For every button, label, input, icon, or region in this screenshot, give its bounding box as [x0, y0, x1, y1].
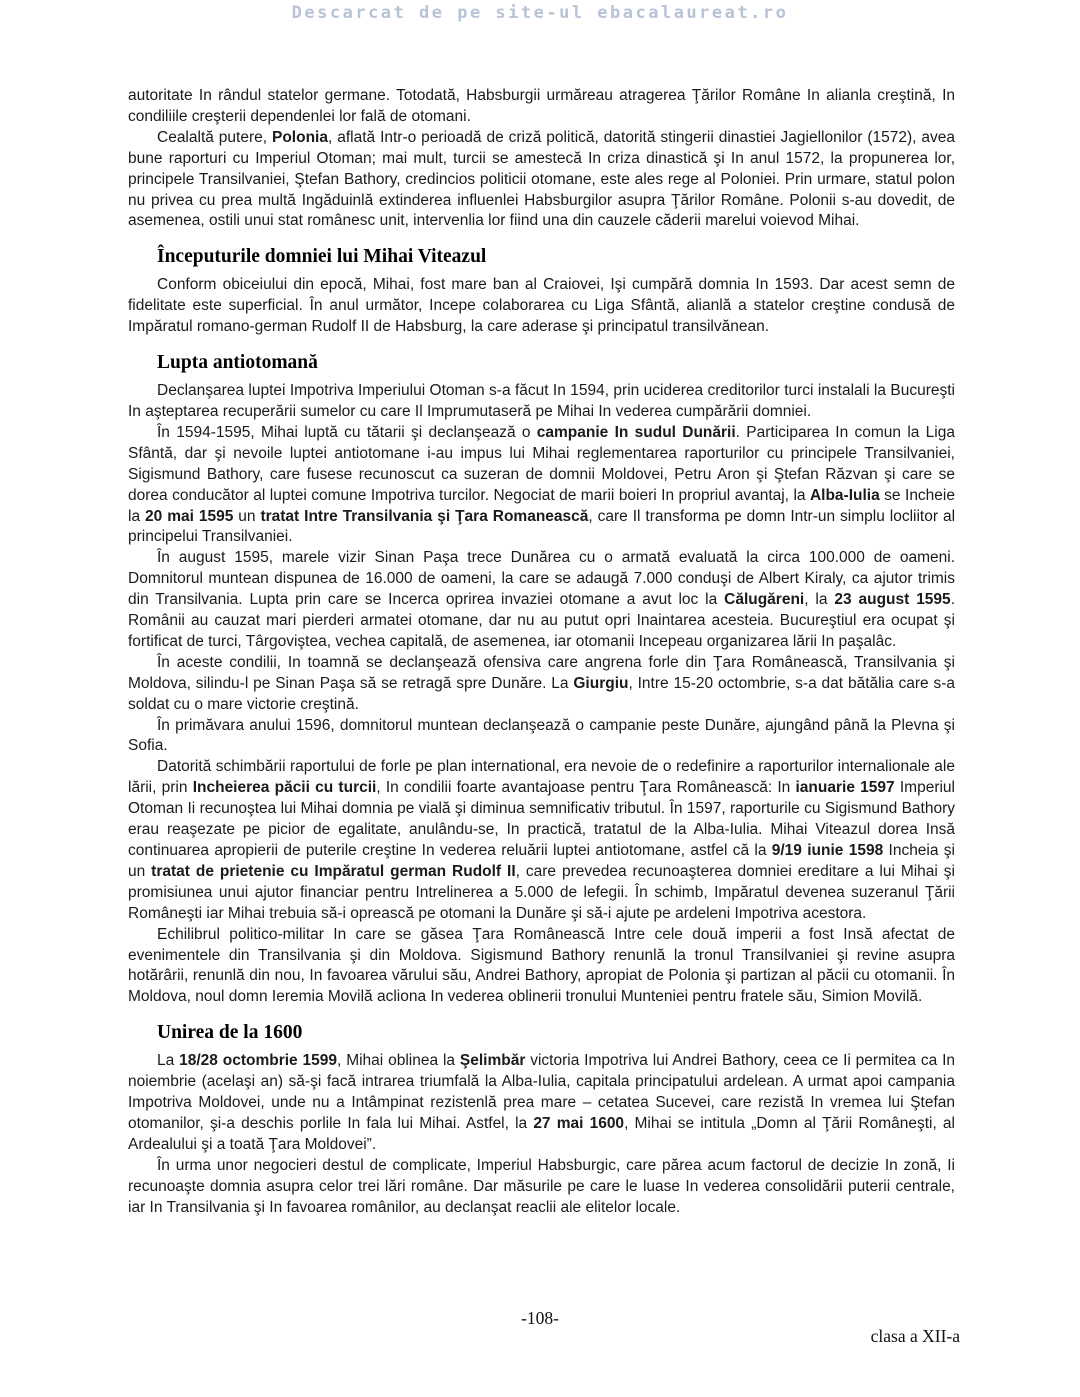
text-run: Datorită schimbării raportului de forle pe plan international, era nevoie de o redefinire a raporturilor internalionale ale lării, prin — [128, 758, 955, 797]
text-run: La — [157, 1052, 180, 1070]
bold-text-run: 27 mai 1600 — [533, 1114, 625, 1132]
text-run: Începuturile domniei lui Mihai Viteazul — [157, 246, 487, 268]
text-run: , Intre 15-20 octombrie, s-a dat bătălia care s-a soldat cu o mare victorie creştină. — [128, 674, 956, 713]
paragraph — [128, 757, 955, 924]
text-run: Incheia şi un — [128, 842, 955, 880]
bold-text-run: Incheierea păcii cu turcii — [192, 779, 377, 797]
watermark-text: Descarcat de pe site-ul ebacalaureat.ro — [291, 3, 789, 23]
text-run: În 1594-1595, Mihai luptă cu tătarii şi declanşează o — [157, 423, 537, 441]
text-run: , Mihai se intitula „Domn al Ţării Româneşti, al Ardealului şi a toată Ţara Moldovei”. — [128, 1114, 955, 1153]
bold-text-run: Polonia — [272, 128, 328, 146]
page-number: -108- — [521, 1308, 559, 1328]
paragraph — [128, 128, 955, 233]
page-content — [128, 86, 955, 1219]
text-run: . Românii au cauzat mari pierderi armatei otomane, dar nu au putut opri Inaintarea acesteia. Bucureştiul era ocupat şi fortificat de turci, Târgoviştea, vechea capitală, de asemenea, iar otomanii Incepeau organizarea lării In paşalâc. — [128, 591, 955, 650]
text-run: . Participarea In comun la Liga Sfântă, dar şi nevoile luptei antiotomane i-au impus lui Mihai reglementarea raporturilor cu principele Transilvaniei, Sigismund Bathory, care fusese recunoscut ca suzeran de domnii Moldovei, Petru Aron şi Ştefan Răzvan şi care se dorea conducător al luptei comune Impotriva turcilor. Negociat de marii boieri In propriul avantaj, la — [128, 423, 955, 504]
text-run: Declanşarea luptei Impotriva Imperiului Otoman s-a făcut In 1594, prin uciderea creditorilor turci instalali la Bucureşti In aşteptarea recuperării sumelor cu care Il Imprumutaseră pe Mihai In vederea cumpărării domniei. — [128, 382, 955, 420]
bold-text-run: tratat de prietenie cu Impăratul german Rudolf II — [151, 862, 516, 880]
paragraph — [128, 548, 955, 653]
text-run: autoritate In rândul statelor germane. Totodată, Habsburgii urmăreau atragerea Ţărilor Române In alianla creştină, In condiliile creşterii dependenlei lor fală de otomani. — [128, 87, 955, 125]
text-run: Conform obiceiului din epocă, Mihai, fost mare ban al Craiovei, Işi cumpără domnia In 1593. Dar acest semn de fidelitate este superficial. În anul următor, Incepe colaborarea cu Liga Sfântă, alianlă a statelor creştine condusă de Impăratul romano-german Rudolf II de Habsburg, la care aderase şi principatul transilvănean. — [128, 276, 955, 336]
bold-text-run: 18/28 octombrie 1599 — [179, 1052, 338, 1070]
text-run: Imperiul Otoman Ii recunoştea lui Mihai domnia pe vială şi diminua semnificativ tributul. În 1597, raporturile cu Sigismund Bathory erau reaşezate pe picior de egalitate, anulându-se, In practică, tratatul de la Alba-Iulia. Mihai Viteazul dorea Insă continuarea apropierii de puterile creştine In vederea reluării luptei antiotomane, astfel că la — [128, 779, 955, 859]
bold-text-run: Giurgiu — [573, 674, 629, 692]
bold-text-run: Alba-Iulia — [809, 486, 880, 504]
paragraph — [128, 716, 955, 758]
text-run: , Mihai oblinea la — [337, 1052, 460, 1070]
text-run: În primăvara anului 1596, domnitorul muntean declanşează o campanie peste Dunăre, ajungând până la Plevna şi Sofia. — [128, 716, 955, 755]
text-run: , la — [804, 591, 835, 609]
bold-text-run: Călugăreni — [724, 591, 805, 609]
paragraph — [128, 653, 955, 716]
bold-text-run: 9/19 iunie 1598 — [771, 842, 884, 859]
text-run: Echilibrul politico-militar In care se găsea Ţara Românească Intre cele două imperii a fost Insă afectat de evenimentele din Transilvania şi din Moldova. Sigismund Bathory renunlă la tronul Transilvaniei şi revine asupra hotărârii, renunlă din nou, In favoarea vărului său, Andrei Bathory, apropiat de Polonia şi partizan al păcii cu otomanii. În Moldova, noul domn Ieremia Movilă acliona In vederea oblinerii tronului Munteniei pentru fratele său, Simion Movilă. — [128, 925, 955, 1006]
text-run: Lupta antiotomană — [157, 352, 318, 374]
class-label: clasa a XII-a — [870, 1326, 960, 1346]
paragraph — [128, 925, 955, 1009]
bold-text-run: tratat Intre Transilvania şi Ţara Romanească — [260, 507, 589, 525]
section-heading — [157, 351, 955, 375]
paragraph — [128, 1156, 955, 1219]
text-run: , care Il transforma pe domn Intr-un simplu locliitor al principelui Transilvaniei. — [128, 507, 956, 546]
bold-text-run: campanie In sudul Dunării — [536, 423, 736, 441]
text-run: victoria Impotriva lui Andrei Bathory, ceea ce Ii permitea ca In noiembrie (acelaşi an) să-şi facă intrarea triumfală la Alba-Iulia, capitala principatului ardelean. A urmat apoi campania Impotriva Moldovei, unde nu a Intâmpinat rezistenlă prea mare – cetatea Sucevei, care rezistă In vremea lui Ştefan otomanilor, şi-a deschis porlile In fala lui Mihai. Astfel, la — [128, 1052, 956, 1132]
text-run: , In condilii foarte avantajoase pentru Ţara Românească: In — [376, 779, 796, 797]
text-run: În august 1595, marele vizir Sinan Paşa trece Dunărea cu o armată evaluată la circa 100.000 de oameni. Domnitorul muntean dispunea de 16.000 de oameni, la care se adaugă 7.000 conduşi de Albert Kiraly, ca ajutor trimis din Transilvania. Lupta prin care se Incerca oprirea invaziei otomane a avut loc la — [128, 549, 955, 609]
section-heading — [157, 1021, 955, 1045]
paragraph — [128, 381, 955, 423]
text-run: Unirea de la 1600 — [157, 1022, 303, 1044]
bold-text-run: ianuarie 1597 — [795, 779, 895, 797]
bold-text-run: 23 august 1595 — [834, 591, 951, 609]
paragraph — [128, 86, 955, 128]
section-heading — [157, 245, 955, 269]
bold-text-run: 20 mai 1595 — [145, 507, 234, 525]
text-run: , aflată Intr-o perioadă de criză politică, datorită stingerii dinastiei Jagiellonilor (1572), avea bune raporturi cu Imperiul Otoman; mai mult, turcii se amestecă In criza dinastică şi In anul 1572, la propunerea lor, principele Transilvaniei, Ştefan Bathory, credincios politicii otomane, este ales rege al Poloniei. Prin urmare, statul polon nu privea cu prea multă Ingăduinlă extinderea influenlei Habsburgilor asupra Ţărilor Române. Polonii s-au dovedit, de asemenea, ostili unui stat românesc unit, intervenlia lor fiind una din cauzele căderii marelui voievod Mihai. — [128, 128, 955, 230]
text-run: În aceste condilii, In toamnă se declanşează ofensiva care angrena forle din Ţara Românească, Transilvania şi Moldova, silindu-l pe Sinan Paşa să se retragă spre Dunăre. La — [128, 653, 955, 692]
paragraph — [128, 423, 955, 548]
paragraph — [128, 1051, 955, 1156]
text-run: În urma unor negocieri destul de complicate, Imperiul Habsburgic, care părea acum factorul de decizie In zonă, Ii recunoaşte domnia asupra celor trei lări române. Dar măsurile pe care le luase In vederea consolidării puterii centrale, iar In Transilvania şi In favoarea românilor, au declanşat reaclii ale elitelor locale. — [128, 1156, 955, 1216]
text-run: se Incheie la — [128, 486, 955, 525]
text-run: un — [233, 507, 261, 525]
paragraph — [128, 275, 955, 338]
text-run: Cealaltă putere, — [157, 128, 272, 146]
bold-text-run: Şelimbăr — [459, 1052, 526, 1070]
text-run: , care prevedea recunoaşterea domniei ereditare a lui Mihai şi promisiunea unui ajutor financiar pentru Intrelinerea a 5.000 de lefegii. În schimb, Impăratul devenea suzeranul Ţării Româneşti iar Mihai trebuia să-i oprească pe otomani la Dunăre şi să-i ajute pe ardeleni Impotriva acestora. — [128, 862, 955, 922]
